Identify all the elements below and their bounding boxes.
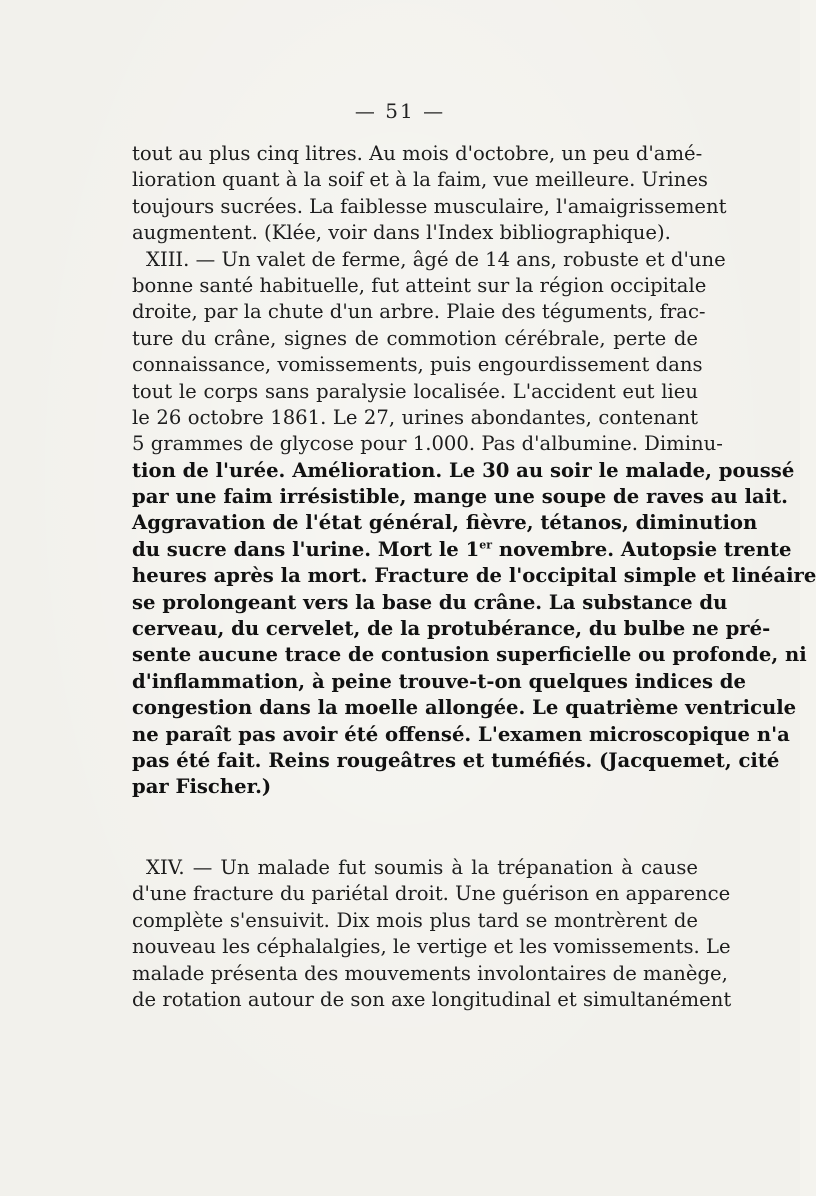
text-line: connaissance, vomissements, puis engourdissement dans: [132, 353, 703, 377]
paragraph-case-xii-xiii: [132, 141, 816, 801]
text-line: tout le corps sans paralysie localisée. L'accident eut lieu: [132, 379, 698, 403]
text-line: de rotation autour de son axe longitudinal et simultanément: [132, 987, 732, 1011]
text-line: d'une fracture du pariétal droit. Une guérison en apparence: [132, 882, 731, 906]
text-line: tout au plus cinq litres. Au mois d'octobre, un peu d'amé-: [132, 142, 703, 165]
text-fragment: du sucre dans l'urine. Mort le 1: [132, 537, 480, 561]
text-line: lioration quant à la soif et à la faim, vue meilleure. Urines: [132, 168, 708, 192]
text-line: d'inflammation, à peine trouve-t-on quelques indices de: [132, 669, 746, 693]
text-line: 5 grammes de glycose pour 1.000. Pas d'albumine. Diminu-: [132, 432, 723, 456]
text-line: le 26 octobre 1861. Le 27, urines abondantes, contenant: [132, 405, 698, 429]
text-line: ne paraît pas avoir été offensé. L'examen microscopique n'a: [132, 722, 790, 746]
text-line: nouveau les céphalalgies, le vertige et les vomissements. Le: [132, 935, 731, 959]
text-line: par une faim irrésistible, mange une soupe de raves au lait.: [132, 485, 788, 509]
text-line: bonne santé habituelle, fut atteint sur la région occipitale: [132, 273, 707, 297]
text-line: complète s'ensuivit. Dix mois plus tard se montrèrent de: [132, 908, 698, 932]
text-line: congestion dans la moelle allongée. Le quatrième ventricule: [132, 696, 797, 720]
text-line-mort: [132, 537, 792, 563]
text-line: pas été fait. Reins rougeâtres et tuméfiés. (Jacquemet, cité: [132, 748, 780, 772]
text-line: tion de l'urée. Amélioration. Le 30 au soir le malade, poussé: [132, 458, 795, 482]
text-line: par Fischer.): [132, 775, 272, 799]
text-line: sente aucune trace de contusion superficielle ou profonde, ni: [132, 643, 807, 667]
text-line: droite, par la chute d'un arbre. Plaie des téguments, frac-: [132, 300, 706, 324]
paragraph-case-xiv: [132, 855, 732, 1013]
superscript: er: [479, 538, 493, 552]
text-fragment: novembre. Autopsie trente: [492, 537, 792, 561]
text-line: ture du crâne, signes de commotion cérébrale, perte de: [132, 326, 698, 350]
page-number: — 51 —: [354, 99, 446, 123]
text-line: Aggravation de l'état général, fièvre, tétanos, diminution: [132, 511, 758, 535]
text-line: cerveau, du cervelet, de la protubérance, du bulbe ne pré-: [132, 617, 771, 641]
text-line: malade présenta des mouvements involontaires de manège,: [132, 961, 728, 985]
text-line: XIV. — Un malade fut soumis à la trépanation à cause: [146, 856, 698, 879]
text-line: se prolongeant vers la base du crâne. La substance du: [132, 590, 728, 614]
text-line: XIII. — Un valet de ferme, âgé de 14 ans, robuste et d'une: [146, 247, 726, 271]
text-line: toujours sucrées. La faiblesse musculaire, l'amaigrissement: [132, 194, 727, 218]
text-line: augmentent. (Klée, voir dans l'Index bibliographique).: [132, 221, 671, 245]
text-line: heures après la mort. Fracture de l'occipital simple et linéaire: [132, 564, 816, 588]
